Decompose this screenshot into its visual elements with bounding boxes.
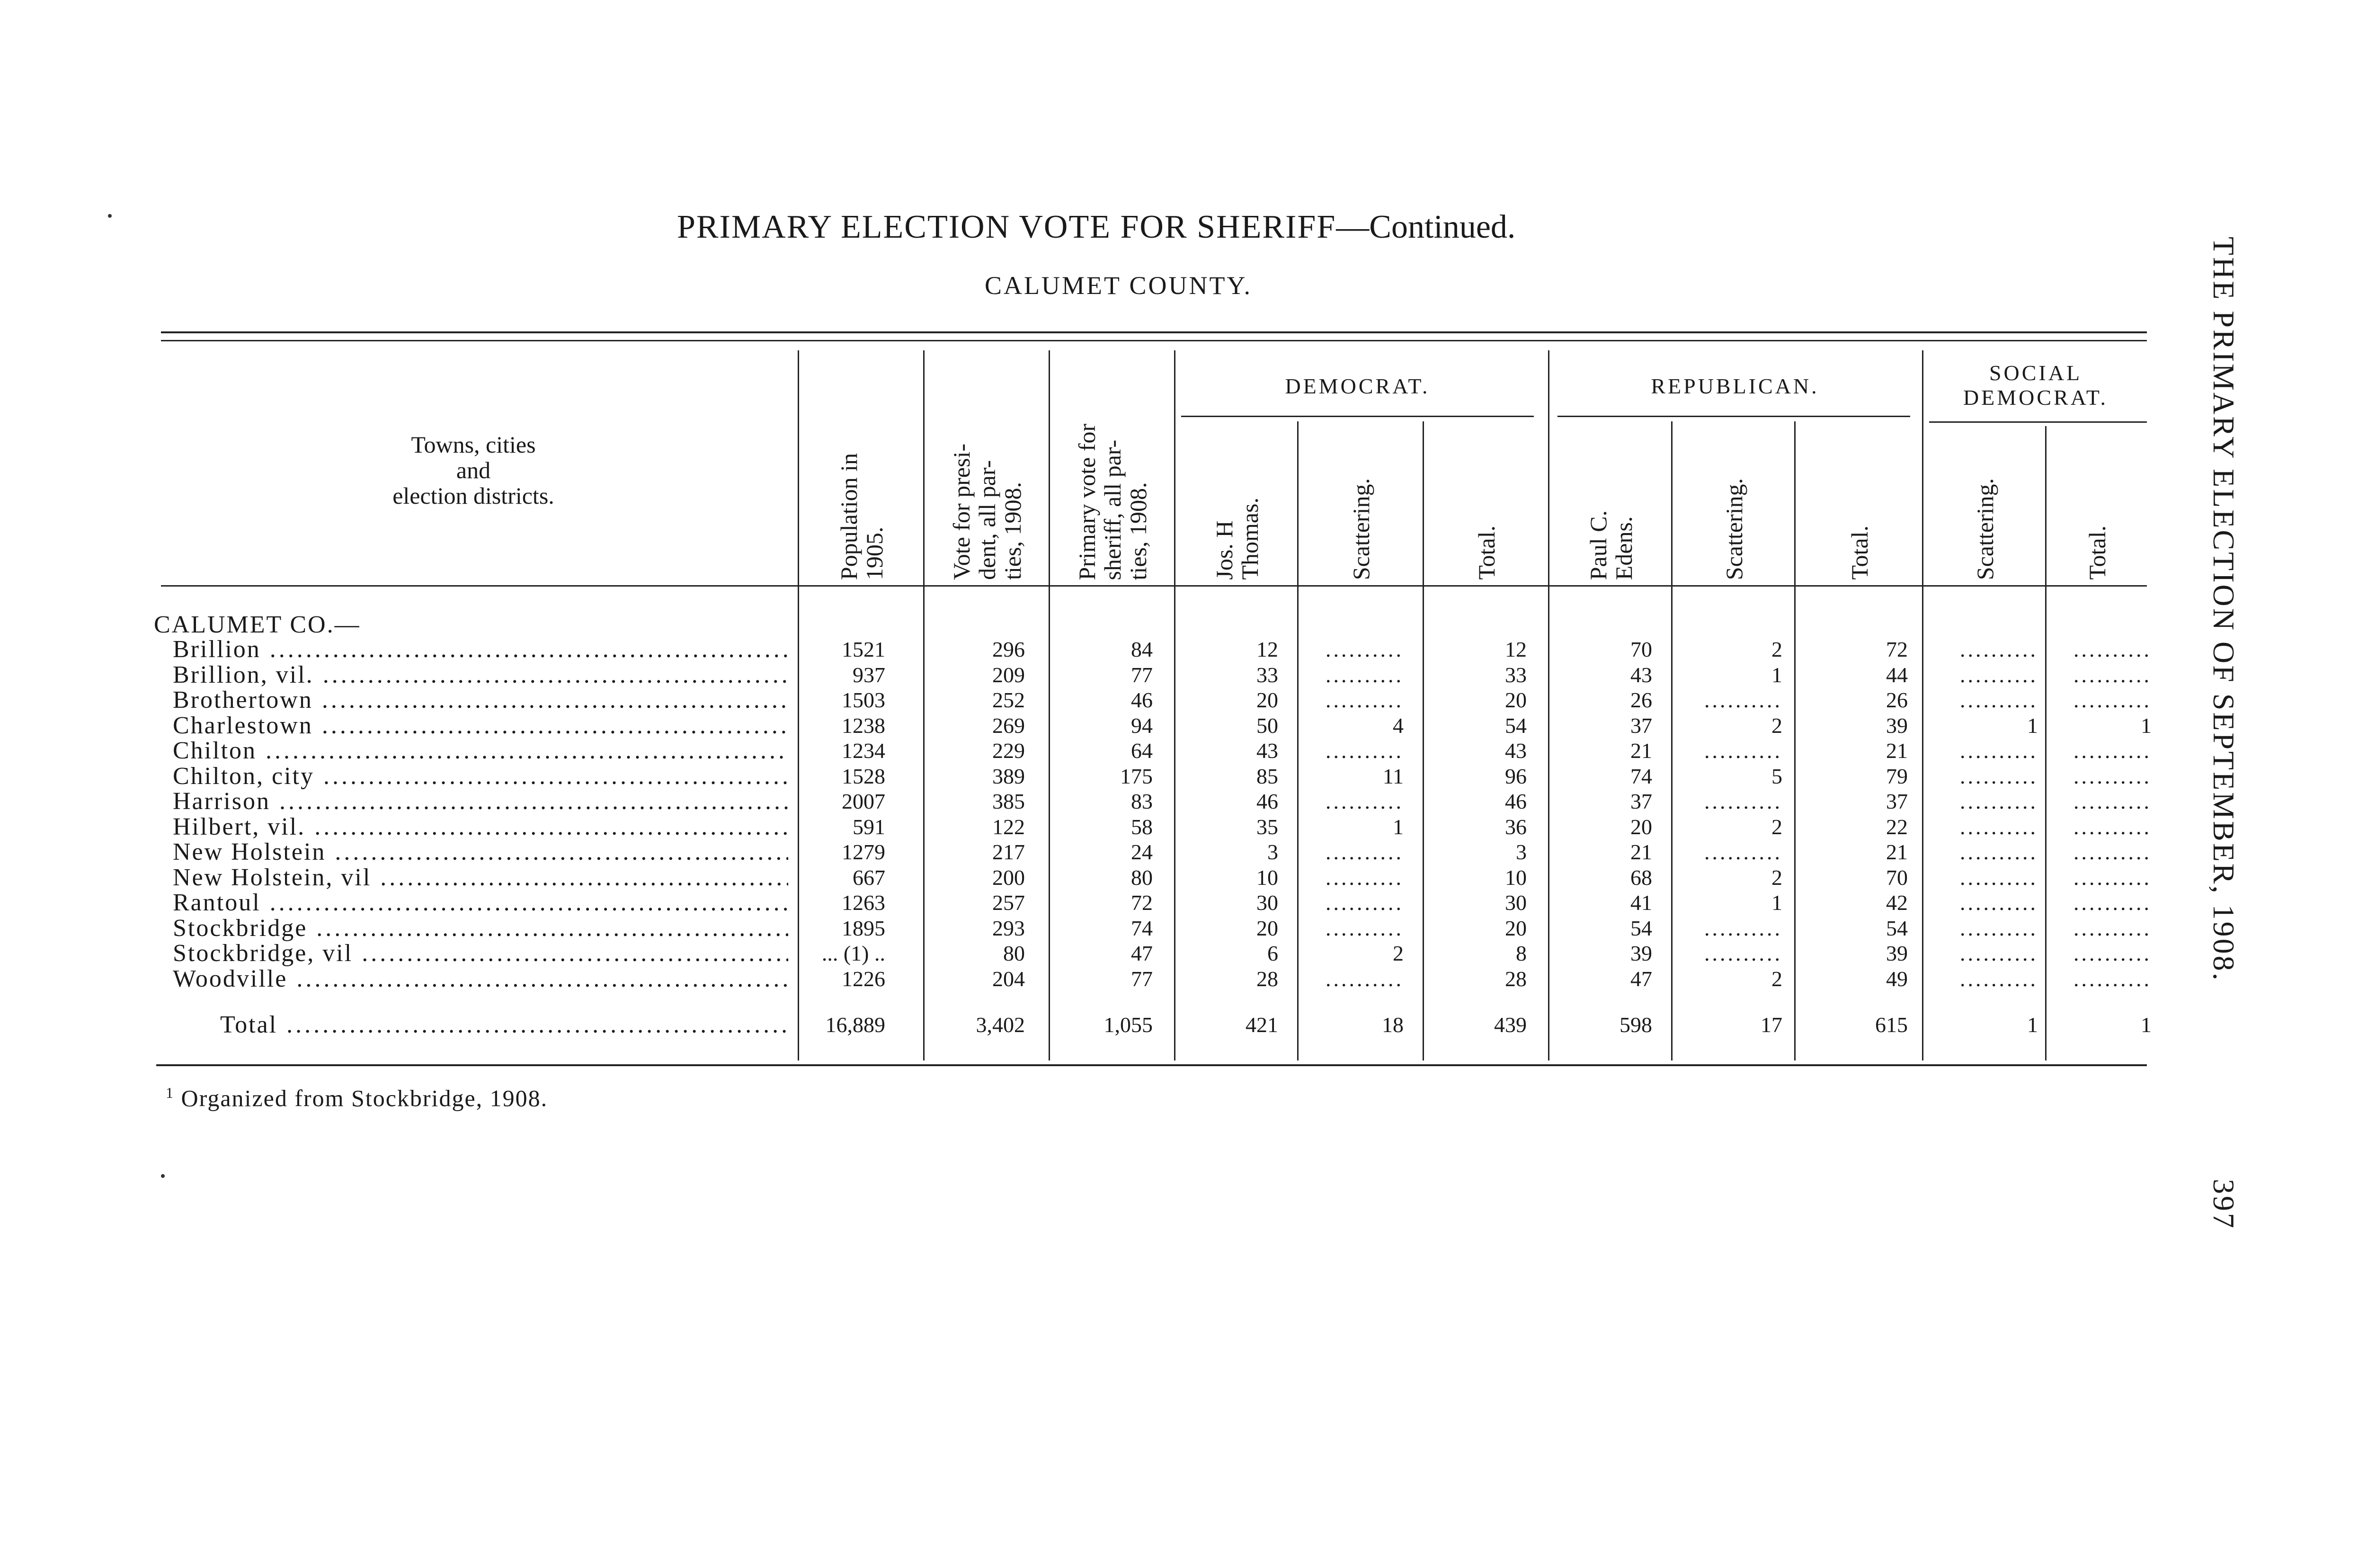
cell-sd-total xyxy=(2038,966,2152,992)
place-name xyxy=(173,637,788,662)
rep-scattering-column-header: Scattering. xyxy=(1720,478,1747,580)
table-row xyxy=(0,814,2159,840)
cell-pop: ... (1) .. xyxy=(821,941,885,965)
sd-total-column-header: Total. xyxy=(2084,526,2110,580)
cell-r-total: 54 xyxy=(1886,916,1908,940)
place-name xyxy=(173,687,788,713)
cell-d-total: 439 xyxy=(1494,1013,1527,1037)
cell-pres: 204 xyxy=(992,966,1025,991)
cell-r-total: 37 xyxy=(1886,789,1908,813)
cell-r-total: 79 xyxy=(1886,764,1908,788)
cell-sd-scat xyxy=(1924,764,2038,789)
cell-pres: 385 xyxy=(992,789,1025,813)
cell-r-total: 22 xyxy=(1886,814,1908,839)
cell-thomas: 421 xyxy=(1246,1013,1278,1037)
cell-edens: 54 xyxy=(1630,916,1652,940)
cell-d-scat: 18 xyxy=(1382,1013,1404,1037)
cell-thomas: 3 xyxy=(1267,840,1278,864)
cell-pop: 667 xyxy=(853,865,885,890)
cell-pres: 209 xyxy=(992,662,1025,687)
cell-pres: 257 xyxy=(992,891,1025,915)
cell-thomas: 30 xyxy=(1256,891,1278,915)
rep-total-column-header: Total. xyxy=(1846,526,1873,580)
cell-edens: 70 xyxy=(1630,637,1652,661)
place-name xyxy=(173,814,788,840)
cell-sd-total xyxy=(2038,687,2152,713)
cell-d-scat xyxy=(1290,890,1404,916)
cell-edens: 39 xyxy=(1630,941,1652,965)
cell-edens: 47 xyxy=(1630,966,1652,991)
cell-thomas: 35 xyxy=(1256,814,1278,839)
page-title: PRIMARY ELECTION VOTE FOR SHERIFF—Continued. xyxy=(677,209,1516,245)
table-row xyxy=(0,687,2159,713)
cell-edens: 26 xyxy=(1630,688,1652,712)
cell-r-total: 21 xyxy=(1886,840,1908,864)
cell-sd-scat xyxy=(1924,916,2038,941)
table-bottom-rule xyxy=(156,1064,2147,1066)
cell-pop: 1521 xyxy=(842,637,885,661)
place-name xyxy=(173,764,788,789)
table-row xyxy=(0,916,2159,941)
cell-r-total: 39 xyxy=(1886,941,1908,965)
cell-sd-scat xyxy=(1924,687,2038,713)
cell-d-scat: 1 xyxy=(1393,814,1404,839)
cell-pop: 1279 xyxy=(842,840,885,864)
cell-r-scat: 1 xyxy=(1771,662,1782,687)
republican-group-header: REPUBLICAN. xyxy=(1651,374,1819,398)
table-row xyxy=(0,941,2159,966)
cell-pres: 80 xyxy=(1003,941,1025,965)
table-row xyxy=(0,662,2159,688)
cell-pres: 293 xyxy=(992,916,1025,940)
cell-d-total: 96 xyxy=(1505,764,1527,788)
dem-candidate-column-header: Jos. H Thomas. xyxy=(1210,498,1263,580)
place-name xyxy=(173,738,788,764)
cell-r-total: 39 xyxy=(1886,713,1908,738)
place-name xyxy=(173,941,788,966)
cell-prim: 64 xyxy=(1131,739,1153,763)
cell-sd-scat xyxy=(1924,941,2038,966)
cell-pop: 591 xyxy=(853,814,885,839)
dem-scattering-column-header: Scattering. xyxy=(1348,478,1374,580)
cell-prim: 77 xyxy=(1131,966,1153,991)
cell-sd-scat xyxy=(1924,662,2038,688)
county-label: CALUMET CO.— xyxy=(154,611,361,638)
place-name-text: Brillion, vil. xyxy=(173,662,314,688)
cell-d-scat xyxy=(1290,789,1404,814)
cell-pop: 1226 xyxy=(842,966,885,991)
cell-prim: 175 xyxy=(1120,764,1153,788)
place-name xyxy=(173,662,788,688)
cell-thomas: 33 xyxy=(1256,662,1278,687)
cell-d-scat: 11 xyxy=(1382,764,1404,788)
cell-edens: 41 xyxy=(1630,891,1652,915)
cell-sd-scat xyxy=(1924,839,2038,865)
cell-prim: 80 xyxy=(1131,865,1153,890)
cell-d-total: 30 xyxy=(1505,891,1527,915)
cell-pop: 1528 xyxy=(842,764,885,788)
cell-r-total: 615 xyxy=(1875,1013,1908,1037)
table-row xyxy=(0,764,2159,789)
place-name xyxy=(173,966,788,992)
cell-sd-scat: 1 xyxy=(2027,713,2038,738)
table-top-rule xyxy=(161,331,2147,333)
cell-prim: 46 xyxy=(1131,688,1153,712)
cell-r-scat xyxy=(1669,941,1782,966)
cell-r-scat xyxy=(1669,916,1782,941)
cell-d-total: 20 xyxy=(1505,916,1527,940)
cell-sd-total xyxy=(2038,916,2152,941)
cell-sd-scat xyxy=(1924,637,2038,662)
cell-r-scat: 1 xyxy=(1771,891,1782,915)
page-number: 397 xyxy=(2207,1179,2241,1230)
place-name-text: New Holstein, vil xyxy=(173,864,372,891)
place-name-text: Hilbert, vil. xyxy=(173,814,306,840)
cell-edens: 598 xyxy=(1620,1013,1652,1037)
cell-sd-total xyxy=(2038,789,2152,814)
cell-d-scat xyxy=(1290,839,1404,865)
header-bottom-rule xyxy=(161,585,2147,587)
place-name-text: Brothertown xyxy=(173,687,313,713)
table-row xyxy=(0,789,2159,814)
cell-sd-scat xyxy=(1924,890,2038,916)
cell-pres: 217 xyxy=(992,840,1025,864)
place-name xyxy=(173,890,788,916)
cell-d-scat xyxy=(1290,865,1404,891)
place-name-text: Harrison xyxy=(173,789,270,814)
place-name xyxy=(173,916,788,941)
table-row xyxy=(0,713,2159,739)
place-name-text: Chilton, city xyxy=(173,763,314,789)
cell-edens: 21 xyxy=(1630,840,1652,864)
cell-d-scat xyxy=(1290,916,1404,941)
cell-sd-scat xyxy=(1924,966,2038,992)
place-name-text: Rantoul xyxy=(173,890,261,916)
cell-edens: 68 xyxy=(1630,865,1652,890)
cell-d-scat xyxy=(1290,738,1404,764)
cell-pop: 937 xyxy=(853,662,885,687)
cell-thomas: 46 xyxy=(1256,789,1278,813)
table-row xyxy=(0,637,2159,662)
cell-pop: 16,889 xyxy=(825,1013,885,1037)
dem-total-column-header: Total. xyxy=(1473,526,1500,580)
cell-prim: 47 xyxy=(1131,941,1153,965)
cell-edens: 21 xyxy=(1630,739,1652,763)
cell-edens: 43 xyxy=(1630,662,1652,687)
table-row xyxy=(0,865,2159,891)
cell-sd-scat xyxy=(1924,789,2038,814)
place-column-header: Towns, cities and election districts. xyxy=(392,431,554,509)
cell-d-total: 54 xyxy=(1505,713,1527,738)
cell-prim: 74 xyxy=(1131,916,1153,940)
cell-pres: 200 xyxy=(992,865,1025,890)
cell-pop: 1234 xyxy=(842,739,885,763)
cell-sd-total xyxy=(2038,865,2152,891)
primary-vote-column-header: Primary vote for sheriff, all par- ties, 1908. xyxy=(1074,423,1151,580)
vote-president-column-header: Vote for presi- dent, all par- ties, 1908. xyxy=(948,444,1026,580)
table-row xyxy=(0,966,2159,992)
cell-d-scat xyxy=(1290,662,1404,688)
cell-d-scat xyxy=(1290,637,1404,662)
cell-r-scat: 5 xyxy=(1771,764,1782,788)
rep-candidate-column-header: Paul C. Edens. xyxy=(1584,510,1637,580)
cell-d-scat xyxy=(1290,687,1404,713)
cell-sd-total xyxy=(2038,764,2152,789)
cell-r-scat xyxy=(1669,687,1782,713)
cell-thomas: 20 xyxy=(1256,916,1278,940)
cell-prim: 24 xyxy=(1131,840,1153,864)
cell-r-total: 26 xyxy=(1886,688,1908,712)
cell-sd-total xyxy=(2038,839,2152,865)
population-column-header: Population in 1905. xyxy=(836,453,888,580)
cell-sd-total xyxy=(2038,637,2152,662)
cell-prim: 83 xyxy=(1131,789,1153,813)
cell-pop: 1263 xyxy=(842,891,885,915)
cell-sd-total xyxy=(2038,738,2152,764)
cell-pres: 229 xyxy=(992,739,1025,763)
cell-r-scat xyxy=(1669,839,1782,865)
cell-r-total: 49 xyxy=(1886,966,1908,991)
cell-prim: 58 xyxy=(1131,814,1153,839)
cell-d-total: 10 xyxy=(1505,865,1527,890)
cell-thomas: 12 xyxy=(1256,637,1278,661)
place-name-text: Stockbridge xyxy=(173,915,308,941)
cell-r-total: 72 xyxy=(1886,637,1908,661)
table-row xyxy=(0,890,2159,916)
cell-prim: 77 xyxy=(1131,662,1153,687)
cell-thomas: 85 xyxy=(1256,764,1278,788)
cell-prim: 84 xyxy=(1131,637,1153,661)
cell-thomas: 6 xyxy=(1267,941,1278,965)
table-row xyxy=(0,839,2159,865)
cell-r-scat: 2 xyxy=(1771,637,1782,661)
cell-d-total: 33 xyxy=(1505,662,1527,687)
cell-edens: 20 xyxy=(1630,814,1652,839)
cell-d-total: 8 xyxy=(1516,941,1527,965)
cell-r-total: 70 xyxy=(1886,865,1908,890)
social-democrat-group-header: SOCIAL DEMOCRAT. xyxy=(1963,361,2109,410)
place-name-text: New Holstein xyxy=(173,839,326,865)
cell-sd-scat xyxy=(1924,865,2038,891)
running-head: THE PRIMARY ELECTION OF SEPTEMBER, 1908. xyxy=(2207,237,2241,982)
cell-pop: 2007 xyxy=(842,789,885,813)
cell-sd-total: 1 xyxy=(2141,713,2152,738)
cell-thomas: 20 xyxy=(1256,688,1278,712)
place-name xyxy=(173,789,788,814)
cell-r-total: 42 xyxy=(1886,891,1908,915)
democrat-group-header: DEMOCRAT. xyxy=(1285,374,1430,398)
republican-group-rule xyxy=(1557,416,1910,417)
cell-d-total: 28 xyxy=(1505,966,1527,991)
county-heading: CALUMET COUNTY. xyxy=(985,271,1253,300)
cell-r-total: 21 xyxy=(1886,739,1908,763)
cell-d-scat xyxy=(1290,966,1404,992)
footnote: $^1$ Organized from Stockbridge, 1908. xyxy=(166,1084,548,1112)
total-row xyxy=(0,1012,2159,1038)
place-name-text: Woodville xyxy=(173,966,288,992)
total-label xyxy=(220,1012,788,1038)
cell-prim: 1,055 xyxy=(1103,1013,1153,1037)
sd-scattering-column-header: Scattering. xyxy=(1971,478,1998,580)
cell-edens: 37 xyxy=(1630,713,1652,738)
cell-sd-total xyxy=(2038,814,2152,840)
cell-r-total: 44 xyxy=(1886,662,1908,687)
cell-d-total: 43 xyxy=(1505,739,1527,763)
cell-d-total: 36 xyxy=(1505,814,1527,839)
cell-sd-total xyxy=(2038,941,2152,966)
cell-edens: 74 xyxy=(1630,764,1652,788)
cell-prim: 72 xyxy=(1131,891,1153,915)
social-democrat-group-rule xyxy=(1929,421,2147,423)
cell-r-scat: 2 xyxy=(1771,865,1782,890)
place-name xyxy=(173,865,788,891)
cell-thomas: 43 xyxy=(1256,739,1278,763)
cell-prim: 94 xyxy=(1131,713,1153,738)
table-top-rule-2 xyxy=(161,340,2147,341)
print-speck xyxy=(108,214,112,218)
cell-d-total: 46 xyxy=(1505,789,1527,813)
cell-d-total: 3 xyxy=(1516,840,1527,864)
democrat-group-rule xyxy=(1181,416,1534,417)
cell-pres: 389 xyxy=(992,764,1025,788)
cell-sd-scat: 1 xyxy=(2027,1013,2038,1037)
cell-edens: 37 xyxy=(1630,789,1652,813)
cell-d-total: 12 xyxy=(1505,637,1527,661)
cell-r-scat: 17 xyxy=(1761,1013,1782,1037)
cell-pres: 269 xyxy=(992,713,1025,738)
place-name xyxy=(173,713,788,739)
cell-pres: 122 xyxy=(992,814,1025,839)
cell-pop: 1895 xyxy=(842,916,885,940)
cell-r-scat xyxy=(1669,738,1782,764)
cell-pres: 252 xyxy=(992,688,1025,712)
cell-sd-total xyxy=(2038,662,2152,688)
cell-thomas: 28 xyxy=(1256,966,1278,991)
cell-d-scat: 4 xyxy=(1393,713,1404,738)
print-speck xyxy=(161,1174,165,1178)
cell-sd-scat xyxy=(1924,814,2038,840)
place-name-text: Chilton xyxy=(173,738,257,764)
place-name xyxy=(173,839,788,865)
cell-pop: 1238 xyxy=(842,713,885,738)
cell-sd-scat xyxy=(1924,738,2038,764)
cell-r-scat: 2 xyxy=(1771,814,1782,839)
cell-pres: 296 xyxy=(992,637,1025,661)
place-name-text: Brillion xyxy=(173,637,261,662)
cell-d-scat: 2 xyxy=(1393,941,1404,965)
place-name-text: Stockbridge, vil xyxy=(173,941,353,966)
place-name-text: Total xyxy=(220,1012,278,1038)
cell-d-total: 20 xyxy=(1505,688,1527,712)
cell-sd-total xyxy=(2038,890,2152,916)
cell-thomas: 10 xyxy=(1256,865,1278,890)
cell-r-scat: 2 xyxy=(1771,713,1782,738)
cell-thomas: 50 xyxy=(1256,713,1278,738)
cell-pop: 1503 xyxy=(842,688,885,712)
cell-pres: 3,402 xyxy=(976,1013,1025,1037)
cell-r-scat: 2 xyxy=(1771,966,1782,991)
cell-sd-total: 1 xyxy=(2141,1013,2152,1037)
table-row xyxy=(0,738,2159,764)
place-name-text: Charlestown xyxy=(173,713,313,739)
cell-r-scat xyxy=(1669,789,1782,814)
